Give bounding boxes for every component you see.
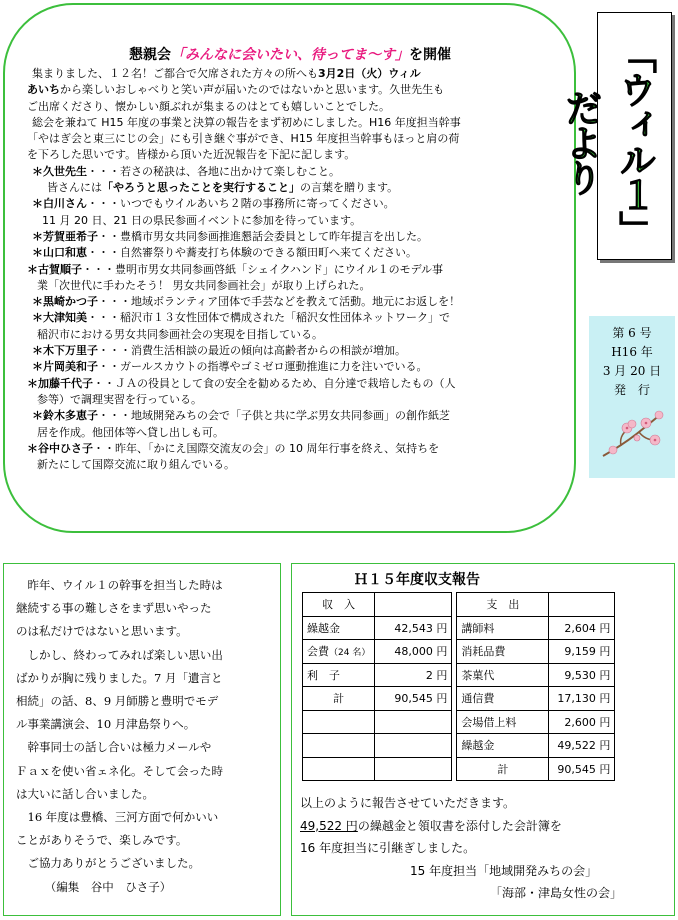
income-header: 収 入 <box>303 593 375 617</box>
income-label <box>303 757 375 781</box>
income-label-text: 会費 <box>307 645 329 659</box>
expense-amount: 9,159 円 <box>549 640 615 664</box>
meeting-line <box>27 359 563 375</box>
line-text: ・・・いつでもウイルあいち２階の事務所に寄ってください。 <box>87 197 395 211</box>
emphasis-text: ＊久世先生 <box>32 164 87 178</box>
line-text: 11 月 20 日、21 日の県民参画イベントに参加を待っています。 <box>42 213 362 227</box>
issue-published: 発 行 <box>613 383 650 397</box>
income-label <box>303 663 375 687</box>
meeting-line <box>27 278 563 294</box>
expense-label: 会場借上料 <box>457 710 549 734</box>
finance-panel <box>291 563 675 916</box>
emphasis-text: ＊谷中ひさ子 <box>27 441 93 455</box>
line-text: ・・・稲沢市１３女性団体で構成された「稲沢女性団体ネットワーク」で <box>87 311 450 325</box>
income-amount: 2 円 <box>375 663 452 687</box>
expense-label: 講師料 <box>457 616 549 640</box>
meeting-line <box>27 327 563 343</box>
meeting-line <box>27 441 563 457</box>
issue-number: 第 6 号 <box>612 326 652 340</box>
line-text: 参等）で調理実習を行っている。 <box>37 392 202 406</box>
signature-1: 15 年度担当「地域開発みちの会」 <box>410 863 598 878</box>
newsletter-title-box <box>559 12 672 260</box>
emphasis-text: 3月2日（火）ウィル <box>318 67 421 80</box>
line-text: 総会を兼ねて H15 年度の事業と決算の報告をまず初めにしました。H16 年度担当幹事 <box>32 115 461 129</box>
line-text: ・・・若さの秘訣は、各地に出かけて楽しむこと。 <box>87 164 340 178</box>
table-row <box>303 734 615 758</box>
line-text: 「やはぎ会と東三にじの会」にも引き継ぐ事ができ、H15 年度担当幹事もほっと肩の荷 <box>27 132 460 146</box>
essay-line: ご協力ありがとうございました。 <box>16 856 200 871</box>
table-row <box>303 687 615 711</box>
line-text: 居を作成。他団体等へ貸し出しも可。 <box>37 425 224 439</box>
table-row <box>303 757 615 781</box>
income-label-note: （24 名） <box>329 648 371 659</box>
income-amount <box>375 710 452 734</box>
expense-label: 茶菓代 <box>457 663 549 687</box>
income-amount: 90,545 円 <box>375 687 452 711</box>
essay-line: 継続する事の難しさをまず思いやった <box>16 601 212 616</box>
expense-label: 繰越金 <box>457 734 549 758</box>
line-text: ご出席くださり、懐かしい顔ぶれが集まるのはとても嬉しいことでした。 <box>27 99 390 113</box>
income-header-blank <box>375 593 452 617</box>
carryover-amount: 49,522 円 <box>300 818 358 833</box>
income-label-text: 繰越金 <box>307 621 340 635</box>
expense-label: 消耗品費 <box>457 640 549 664</box>
line-text: ・・ＪＡの役員として食の安全を勧めるため、自分達で栽培したもの（人 <box>93 376 456 390</box>
essay-line: （編集 谷中 ひさ子） <box>16 879 172 894</box>
line-text: 業「次世代に手わたそう！ 男女共同参画社会」が取り上げられた。 <box>37 278 371 292</box>
expense-label: 計 <box>457 757 549 781</box>
line-text: ・・昨年、「かにえ国際交流友の会」の 10 周年行事を終え、気持ちを <box>93 441 440 455</box>
line-text: 集まりました、１２名！ご都合で欠席された方々の所へも <box>32 67 318 80</box>
line-text: を下ろした思いです。皆様から頂いた近況報告を下記に記します。 <box>27 148 356 162</box>
meeting-line <box>27 310 563 326</box>
finance-table <box>302 592 615 781</box>
line-text: 皆さんには <box>47 181 102 195</box>
essay-panel <box>3 563 281 916</box>
income-label-text: 計 <box>333 692 345 706</box>
essay-line: ル事業講演会、10 月津島祭りへ。 <box>16 717 196 732</box>
essay-line: Ｆａｘを使い省ェネ化。そして会った時 <box>16 763 223 778</box>
meeting-line <box>27 213 563 229</box>
heading-prefix: 懇親会 <box>129 47 171 63</box>
line-text: ・・ガールスカウトの指導やゴミゼロ運動推進に力を注いでいる。 <box>98 360 428 374</box>
report-line-2 <box>300 815 670 838</box>
meeting-line <box>27 99 563 115</box>
meeting-line <box>27 164 563 180</box>
essay-line: は大いに話し合いました。 <box>16 786 154 801</box>
essay-line: のは私だけではないと思います。 <box>16 624 188 639</box>
table-row <box>303 640 615 664</box>
table-header-row <box>303 593 615 617</box>
emphasis-text: ＊木下万里子 <box>32 344 98 358</box>
income-label <box>303 640 375 664</box>
income-amount: 48,000 円 <box>375 640 452 664</box>
report-line-2-rest: の繰越金と領収書を添付した会計簿を <box>357 818 562 833</box>
income-label <box>303 616 375 640</box>
emphasis-text: ＊白川さん <box>32 197 87 211</box>
table-row <box>303 710 615 734</box>
essay-line: 相続」の話、8、9 月師勝と豊明でモデ <box>16 694 219 709</box>
expense-amount: 90,545 円 <box>549 757 615 781</box>
line-text: ・・・自然審祭りや蕎麦打ち体験のできる額田町へ来てください。 <box>87 246 417 260</box>
issue-date: 3 月 20 日 <box>602 364 662 378</box>
income-amount <box>375 734 452 758</box>
meeting-line <box>27 196 563 212</box>
essay-line: 幹事同士の話し合いは極力メールや <box>16 740 212 755</box>
meeting-line <box>27 82 563 98</box>
emphasis-text: ＊鈴木多恵子 <box>32 409 98 423</box>
meeting-line <box>27 229 563 245</box>
emphasis-text: ＊黒崎かつ子 <box>32 295 98 309</box>
meeting-line <box>27 294 563 310</box>
meeting-line <box>27 425 563 441</box>
income-amount: 42,543 円 <box>375 616 452 640</box>
meeting-line <box>27 392 563 408</box>
income-label <box>303 710 375 734</box>
line-text: 新たにして国際交流に取り組んでいる。 <box>37 458 235 472</box>
income-label-text: 利 子 <box>307 668 340 682</box>
issue-info-box <box>589 316 675 478</box>
report-line-1: 以上のように報告させていただきます。 <box>300 796 516 810</box>
line-text: ・・・地域ボランティア団体で手芸などを教えて活動。地元にお返しを！ <box>98 295 461 309</box>
expense-amount: 17,130 円 <box>549 687 615 711</box>
meeting-line <box>27 66 563 82</box>
emphasis-text: ＊加藤千代子 <box>27 376 93 390</box>
signature-2: 「海部・津島女性の会」 <box>490 886 623 900</box>
line-text: ・・・地域開発みちの会で「子供と共に学ぶ男女共同参画」の創作紙芝 <box>98 409 450 423</box>
income-label <box>303 734 375 758</box>
emphasis-text: ＊山口和恵 <box>32 246 87 260</box>
table-row <box>303 616 615 640</box>
finance-title: Ｈ１５年度収支報告 <box>354 572 480 588</box>
expense-label: 通信費 <box>457 687 549 711</box>
table-row <box>303 663 615 687</box>
line-text: ・・・豊明市男女共同参画啓紙「シェイクハンド」にウイル１のモデル事 <box>82 262 444 276</box>
expense-amount: 49,522 円 <box>549 734 615 758</box>
meeting-line <box>27 262 563 278</box>
line-text: ・・・消費生活相談の最近の傾向は高齢者からの相談が増加。 <box>98 344 406 358</box>
cherry-blossom-icon <box>599 406 665 462</box>
essay-text <box>16 574 274 899</box>
finance-report <box>300 792 670 905</box>
essay-line: 16 年度は豊橋、三河方面で何かいい <box>16 810 219 825</box>
essay-line: ことがありそうで、楽しみです。 <box>16 833 188 848</box>
income-amount <box>375 757 452 781</box>
report-line-3: 16 年度担当に引継ぎしました。 <box>300 841 476 855</box>
heading-suffix: を開催 <box>409 47 451 63</box>
meeting-line <box>27 457 563 473</box>
essay-line: しかし、終わってみれば楽しい思い出 <box>16 647 223 662</box>
emphasis-text: ＊大津知美 <box>32 311 87 325</box>
emphasis-text: ＊古賀順子 <box>27 262 82 276</box>
expense-amount: 9,530 円 <box>549 663 615 687</box>
meeting-line <box>27 147 563 163</box>
issue-year: H16 年 <box>611 345 653 359</box>
essay-line: 昨年、ウイル１の幹事を担当した時は <box>16 578 223 592</box>
essay-line: ばかりが胸に残りました。7 月「遺言と <box>16 670 223 685</box>
expense-header-blank <box>549 593 615 617</box>
emphasis-text: あいち <box>27 83 60 97</box>
heading-highlight: 「みんなに会いたい、待ってま〜す」 <box>171 47 409 63</box>
meeting-line <box>27 131 563 147</box>
income-label <box>303 687 375 711</box>
line-text: から楽しいおしゃべりと笑い声が届いたのではないかと思います。久世先生も <box>60 83 445 97</box>
meeting-line <box>27 343 563 359</box>
meeting-line <box>27 376 563 392</box>
meeting-line <box>27 245 563 261</box>
line-text: ・・豊橋市男女共同参画推進懇話会委員として昨年提言を出した。 <box>98 229 428 243</box>
expense-amount: 2,604 円 <box>549 616 615 640</box>
emphasis-text: ＊片岡美和子 <box>32 360 98 374</box>
line-text: 稲沢市における男女共同参画社会の実現を目指している。 <box>37 327 323 341</box>
expense-header: 支 出 <box>457 593 549 617</box>
meeting-heading <box>0 44 580 64</box>
meeting-line <box>27 180 563 196</box>
expense-amount: 2,600 円 <box>549 710 615 734</box>
meeting-line <box>27 115 563 131</box>
meeting-line <box>27 408 563 424</box>
meeting-body-text <box>27 66 563 473</box>
emphasis-text: 「やろうと思ったことを実行すること」 <box>102 181 300 195</box>
line-text: の言葉を贈ります。 <box>300 181 399 195</box>
newsletter-title: 「ウィル１」だより <box>559 36 656 246</box>
emphasis-text: ＊芳賀亜希子 <box>32 229 98 243</box>
